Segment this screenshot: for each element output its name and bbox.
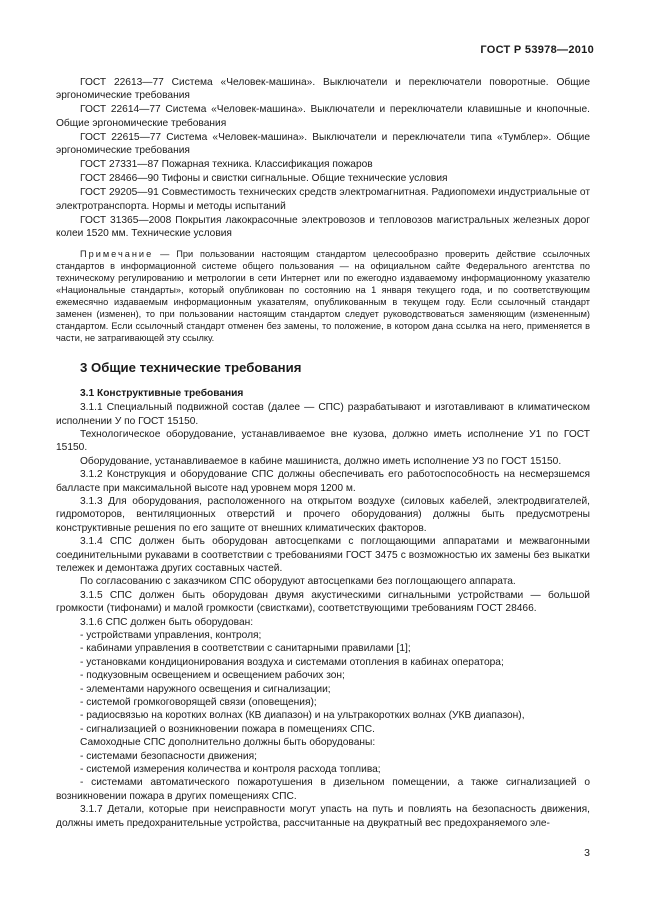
reference-item: ГОСТ 27331—87 Пожарная техника. Классификация пожаров xyxy=(80,159,373,171)
document-code: ГОСТ Р 53978—2010 xyxy=(480,44,594,56)
section-body xyxy=(56,401,590,830)
body-paragraph: Самоходные СПС дополнительно должны быть оборудованы: xyxy=(80,737,376,749)
reference-item: ГОСТ 28466—90 Тифоны и свистки сигнальные. Общие технические условия xyxy=(80,173,448,185)
reference-item: ГОСТ 29205—91 Совместимость технических средств электромагнитная. Радиопомехи индустриальные от электротранспорта. Нормы и методы испытаний xyxy=(56,187,590,212)
note-block xyxy=(56,249,590,344)
list-item: - элементами наружного освещения и сигнализации; xyxy=(80,683,331,695)
reference-item: ГОСТ 31365—2008 Покрытия лакокрасочные электровозов и тепловозов магистральных железных дорог колеи 1520 мм. Технические условия xyxy=(56,214,590,240)
list-item: - системами автоматического пожаротушения в дизельном помещении, а также сигнализацией о возникновении пожара в других помещениях СПС. xyxy=(56,777,590,802)
body-paragraph: Оборудование, устанавливаемое в кабине машиниста, должно иметь исполнение У3 по ГОСТ 15150. xyxy=(80,455,562,467)
list-item: - системой громкоговорящей связи (оповещения); xyxy=(80,697,317,709)
list-item: - кабинами управления в соответствии с санитарными правилами [1]; xyxy=(80,643,411,655)
body-paragraph: 3.1.6 СПС должен быть оборудован: xyxy=(80,616,254,628)
body-paragraph: 3.1.5 СПС должен быть оборудован двумя акустическими сигнальными устройствами — большой громкости (тифонами) и малой громкости (свистками), соответствующими требованиям ГОСТ 28466. xyxy=(56,589,590,615)
list-item: - системой измерения количества и контроля расхода топлива; xyxy=(80,764,381,776)
list-item: - устройствами управления, контроля; xyxy=(80,630,262,641)
section-title: 3 Общие технические требования xyxy=(80,359,302,375)
list-item: - системами безопасности движения; xyxy=(80,750,257,762)
body-paragraph: 3.1.7 Детали, которые при неисправности могут упасть на путь и повлиять на безопасность движения, должны иметь предохранительные устройства, рассчитанные на двукратный вес предохраняемого эле- xyxy=(56,804,590,829)
page-number: 3 xyxy=(584,847,590,859)
body-paragraph: Технологическое оборудование, устанавливаемое вне кузова, должно иметь исполнение У1 по ГОСТ 15150. xyxy=(56,428,590,454)
list-item: - радиосвязью на коротких волнах (КВ диапазон) и на ультракоротких волнах (УКВ диапазон), xyxy=(80,710,525,722)
note-label: Примечание xyxy=(80,249,154,260)
note-text: — При пользовании настоящим стандартом целесообразно проверить действие ссылочных стандартов в информационной системе общего пользования — на официальном сайте Федерального агентства по техническому регулированию и метрологии в сети Интернет или по ежегодно издаваемому информационному указателю «Национальные стандарты», который опубликован по состоянию на 1 января текущего года, и по соответствующим ежемесячно издаваемым информационным указателям, опубликованным в текущем году. Если ссылочный стандарт заменен (изменен), то при пользовании настоящим стандартом следует руководствоваться заменяющим (измененным) стандартом. Если ссылочный стандарт отменен без замены, то положение, в котором дана ссылка на него, применяется в части, не затрагивающей эту ссылку. xyxy=(56,249,590,343)
reference-item: ГОСТ 22614—77 Система «Человек-машина». Выключатели и переключатели клавишные и кнопочные. Общие эргономические требования xyxy=(56,104,590,129)
reference-list xyxy=(56,76,590,240)
page-content xyxy=(56,76,590,830)
list-item: - подкузовным освещением и освещением рабочих зон; xyxy=(80,670,345,682)
reference-item: ГОСТ 22615—77 Система «Человек-машина». Выключатели и переключатели типа «Тумблер». Общие эргономические требования xyxy=(56,131,590,157)
body-paragraph: 3.1.3 Для оборудования, расположенного на открытом воздухе (силовых кабелей, электродвигателей, гидромоторов, вентиляционных отверстий и прочего оборудования) должны быть предусмотрены конструктивные решения по его защите от внешних климатических факторов. xyxy=(56,495,590,534)
body-paragraph: 3.1.2 Конструкция и оборудование СПС должны обеспечивать его работоспособность на несмерзшемся балласте при максимальной высоте над уровнем моря 1200 м. xyxy=(56,469,590,494)
body-paragraph: По согласованию с заказчиком СПС оборудуют автосцепками без поглощающего аппарата. xyxy=(80,576,516,588)
subsection-title: 3.1 Конструктивные требования xyxy=(80,387,244,399)
note-paragraph xyxy=(56,249,590,344)
body-paragraph: 3.1.4 СПС должен быть оборудован автосцепками с поглощающими аппаратами и межвагонными соединительными рукавами в соответствии с требованиями ГОСТ 3475 с возможностью их замены без выкатки тележек и демонтажа других составных частей. xyxy=(56,536,590,574)
list-item: - сигнализацией о возникновении пожара в помещениях СПС. xyxy=(80,723,375,735)
list-item: - установками кондиционирования воздуха и системами отопления в кабинах оператора; xyxy=(80,656,504,668)
body-paragraph: 3.1.1 Специальный подвижной состав (далее — СПС) разрабатывают и изготавливают в климатическом исполнении У по ГОСТ 15150. xyxy=(56,402,590,427)
reference-item: ГОСТ 22613—77 Система «Человек-машина». Выключатели и переключатели поворотные. Общие эргономические требования xyxy=(56,77,590,102)
